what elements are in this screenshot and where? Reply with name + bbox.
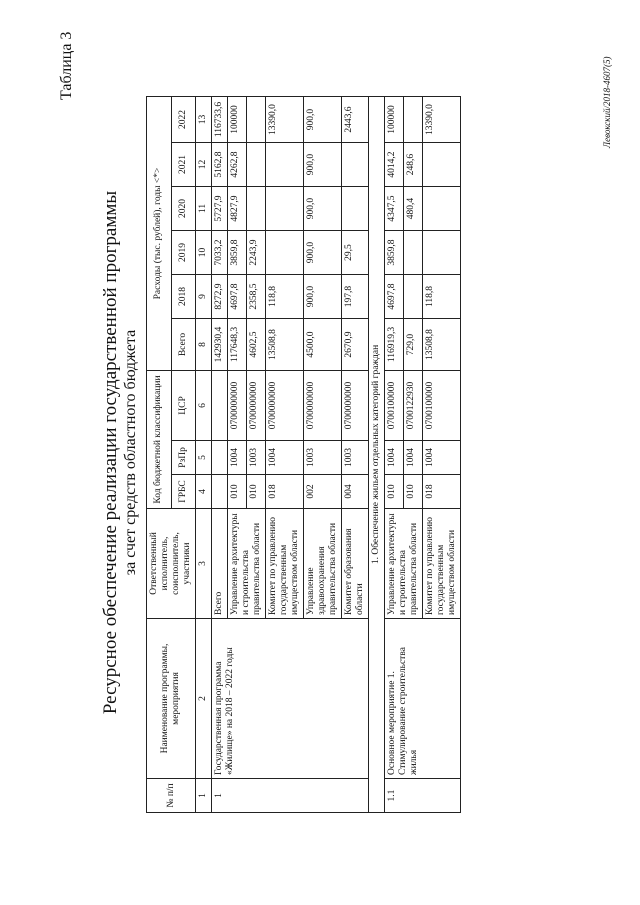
row-csr: 0700000000 — [342, 371, 369, 441]
header-executor: Ответственный исполнитель, соисполнитель, участники — [147, 509, 196, 619]
row-2019: 29,5 — [342, 231, 369, 275]
row-2019: 900,0 — [304, 231, 342, 275]
row-csr: 0700000000 — [266, 371, 304, 441]
row-2021: 4262,8 — [228, 143, 247, 187]
row-executor: Управление здравоохранения правительства области — [304, 509, 342, 619]
row-2022: 100000 — [385, 97, 404, 143]
document-subtitle: за счет средств областного бюджета — [122, 329, 139, 576]
budget-table — [146, 96, 461, 813]
row-total: 4500,0 — [304, 319, 342, 371]
row-2019 — [404, 231, 423, 275]
colnum: 12 — [196, 143, 212, 187]
row-2021: 900,0 — [304, 143, 342, 187]
row-2020: 5727,9 — [212, 187, 228, 231]
row-2021 — [423, 143, 461, 187]
row-2019: 7033,2 — [212, 231, 228, 275]
row-grbs — [212, 475, 228, 509]
colnum: 8 — [196, 319, 212, 371]
row-2018 — [404, 275, 423, 319]
row-csr: 0700122930 — [404, 371, 423, 441]
colnum: 1 — [196, 779, 212, 813]
header-2019: 2019 — [171, 231, 196, 275]
row-total: 117648,3 — [228, 319, 247, 371]
row-2020 — [266, 187, 304, 231]
row-2020: 4347,5 — [385, 187, 404, 231]
row-rzpr: 1004 — [404, 441, 423, 475]
header-num: № п/п — [147, 779, 196, 813]
column-numbers-row — [196, 97, 212, 813]
row-total: 142930,4 — [212, 319, 228, 371]
row-2018: 118,8 — [423, 275, 461, 319]
row-rzpr: 1003 — [342, 441, 369, 475]
row-grbs: 004 — [342, 475, 369, 509]
row-executor: Комитет образования области — [342, 509, 369, 619]
row-2018: 900,0 — [304, 275, 342, 319]
header-2018: 2018 — [171, 275, 196, 319]
row-grbs: 010 — [404, 475, 423, 509]
colnum: 6 — [196, 371, 212, 441]
header-total: Всего — [171, 319, 196, 371]
program-name: Государственная программа «Жилище» на 2018 – 2022 годы — [212, 619, 369, 779]
row-2019: 3859,8 — [228, 231, 247, 275]
row-csr: 0700000000 — [304, 371, 342, 441]
row-rzpr: 1004 — [228, 441, 247, 475]
row-2021 — [247, 143, 266, 187]
row-csr: 0700100000 — [385, 371, 404, 441]
header-name: Наименование программы, мероприятия — [147, 619, 196, 779]
header-expenses: Расходы (тыс. рублей), годы <*> — [147, 97, 172, 371]
header-row-1 — [147, 97, 172, 813]
row-executor: Комитет по управлению государственным имуществом области — [423, 509, 461, 619]
colnum: 2 — [196, 619, 212, 779]
header-2021: 2021 — [171, 143, 196, 187]
table-row — [212, 97, 228, 813]
header-grbs: ГРБС — [171, 475, 196, 509]
row-csr — [212, 371, 228, 441]
row-total: 729,0 — [404, 319, 423, 371]
row-2018: 8272,9 — [212, 275, 228, 319]
row-grbs: 010 — [247, 475, 266, 509]
row-2020: 480,4 — [404, 187, 423, 231]
row-2021: 5162,8 — [212, 143, 228, 187]
row-2021 — [266, 143, 304, 187]
header-rzpr: РзПр — [171, 441, 196, 475]
row-grbs: 018 — [423, 475, 461, 509]
row-csr: 0700100000 — [423, 371, 461, 441]
row-2019: 3859,8 — [385, 231, 404, 275]
header-kbk: Код бюджетной классификации — [147, 371, 172, 509]
row-grbs: 010 — [228, 475, 247, 509]
row-csr: 0700000000 — [247, 371, 266, 441]
section-row — [369, 97, 385, 813]
row-2020 — [247, 187, 266, 231]
row-total: 13508,8 — [266, 319, 304, 371]
row-rzpr: 1003 — [304, 441, 342, 475]
row-rzpr: 1004 — [266, 441, 304, 475]
row-2020 — [423, 187, 461, 231]
program-num: 1 — [212, 779, 369, 813]
row-2020 — [342, 187, 369, 231]
measure-name: Основное мероприятие 1. Стимулирование строительства жилья — [385, 619, 461, 779]
row-2020: 900,0 — [304, 187, 342, 231]
row-total: 2670,9 — [342, 319, 369, 371]
row-total: 4602,5 — [247, 319, 266, 371]
colnum: 13 — [196, 97, 212, 143]
row-2018: 4697,8 — [228, 275, 247, 319]
row-rzpr: 1004 — [423, 441, 461, 475]
row-rzpr — [212, 441, 228, 475]
row-grbs: 010 — [385, 475, 404, 509]
header-csr: ЦСР — [171, 371, 196, 441]
row-2019 — [266, 231, 304, 275]
header-2020: 2020 — [171, 187, 196, 231]
row-2022: 13390,0 — [423, 97, 461, 143]
row-executor: Управление архитектуры и строительства правительства области — [228, 509, 266, 619]
section-title: 1. Обеспечение жильем отдельных категорий граждан — [369, 97, 385, 813]
row-total: 13508,8 — [423, 319, 461, 371]
row-csr: 0700000000 — [228, 371, 247, 441]
row-2022: 13390,0 — [266, 97, 304, 143]
colnum: 11 — [196, 187, 212, 231]
row-2022 — [404, 97, 423, 143]
row-2018: 118,8 — [266, 275, 304, 319]
row-executor: Всего — [212, 509, 228, 619]
row-2018: 4697,8 — [385, 275, 404, 319]
document-footer-code: Левокский/2018-4607(5) — [602, 56, 612, 148]
colnum: 4 — [196, 475, 212, 509]
colnum: 10 — [196, 231, 212, 275]
document-title: Ресурсное обеспечение реализации государственной программы — [100, 190, 121, 715]
row-2022: 2443,6 — [342, 97, 369, 143]
colnum: 3 — [196, 509, 212, 619]
row-2020: 4827,9 — [228, 187, 247, 231]
colnum: 9 — [196, 275, 212, 319]
row-executor: Комитет по управлению государственным имуществом области — [266, 509, 304, 619]
table-number: Таблица 3 — [58, 31, 75, 100]
row-2021: 248,6 — [404, 143, 423, 187]
row-grbs: 018 — [266, 475, 304, 509]
row-rzpr: 1003 — [247, 441, 266, 475]
colnum: 5 — [196, 441, 212, 475]
row-rzpr: 1004 — [385, 441, 404, 475]
row-2022 — [247, 97, 266, 143]
row-2022: 100000 — [228, 97, 247, 143]
row-2022: 116733,6 — [212, 97, 228, 143]
header-2022: 2022 — [171, 97, 196, 143]
measure-num: 1.1 — [385, 779, 461, 813]
row-2018: 197,8 — [342, 275, 369, 319]
row-2019 — [423, 231, 461, 275]
row-grbs: 002 — [304, 475, 342, 509]
row-2021 — [342, 143, 369, 187]
row-2018: 2358,5 — [247, 275, 266, 319]
row-2022: 900,0 — [304, 97, 342, 143]
table-row — [385, 97, 404, 813]
row-2021: 4014,2 — [385, 143, 404, 187]
row-executor: Управление архитектуры и строительства правительства области — [385, 509, 423, 619]
row-total: 116919,3 — [385, 319, 404, 371]
row-2019: 2243,9 — [247, 231, 266, 275]
